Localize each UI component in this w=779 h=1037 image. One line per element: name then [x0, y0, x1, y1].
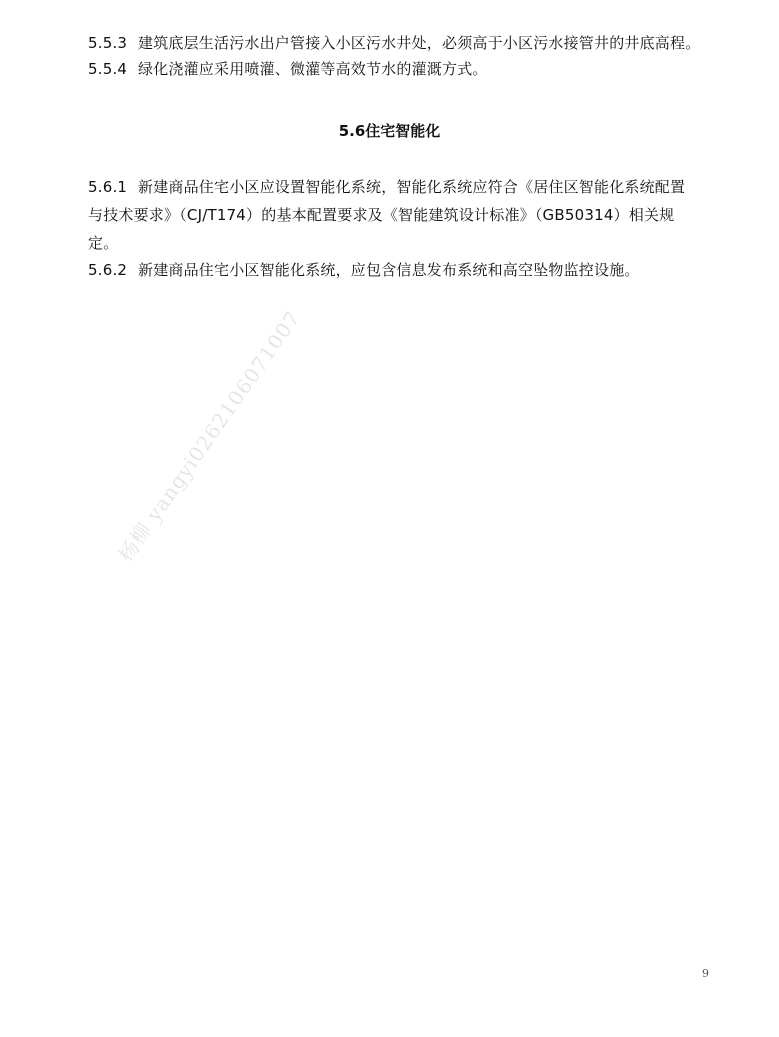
- clause-text: 新建商品住宅小区智能化系统，应包含信息发布系统和高空坠物监控设施。: [138, 261, 640, 279]
- section-heading: 5.6住宅智能化: [338, 122, 441, 140]
- clause-5-5-4: [88, 59, 488, 79]
- clause-5-5-3: [88, 33, 700, 53]
- watermark: 杨柳 yangyi0262106071007: [113, 306, 306, 567]
- clause-text: 与技术要求》（CJ/T174）的基本配置要求及《智能建筑设计标准》（GB50314）相关规: [88, 206, 675, 224]
- clause-5-6-1-line-1: [88, 177, 685, 197]
- clause-number: 5.5.4: [88, 60, 128, 78]
- page-number: 9: [702, 967, 709, 980]
- clause-text: 定。: [88, 234, 119, 252]
- clause-number: 5.6.2: [88, 261, 128, 279]
- clause-5-6-2: [88, 260, 640, 280]
- clause-text: 建筑底层生活污水出户管接入小区污水井处，必须高于小区污水接管井的井底高程。: [138, 34, 701, 52]
- clause-text: 绿化浇灌应采用喷灌、微灌等高效节水的灌溉方式。: [138, 60, 488, 78]
- clause-5-6-1-line-2: [88, 205, 674, 225]
- clause-number: 5.5.3: [88, 34, 128, 52]
- clause-number: 5.6.1: [88, 178, 128, 196]
- clause-5-6-1-line-3: [88, 233, 118, 253]
- clause-text: 新建商品住宅小区应设置智能化系统，智能化系统应符合《居住区智能化系统配置: [138, 178, 686, 196]
